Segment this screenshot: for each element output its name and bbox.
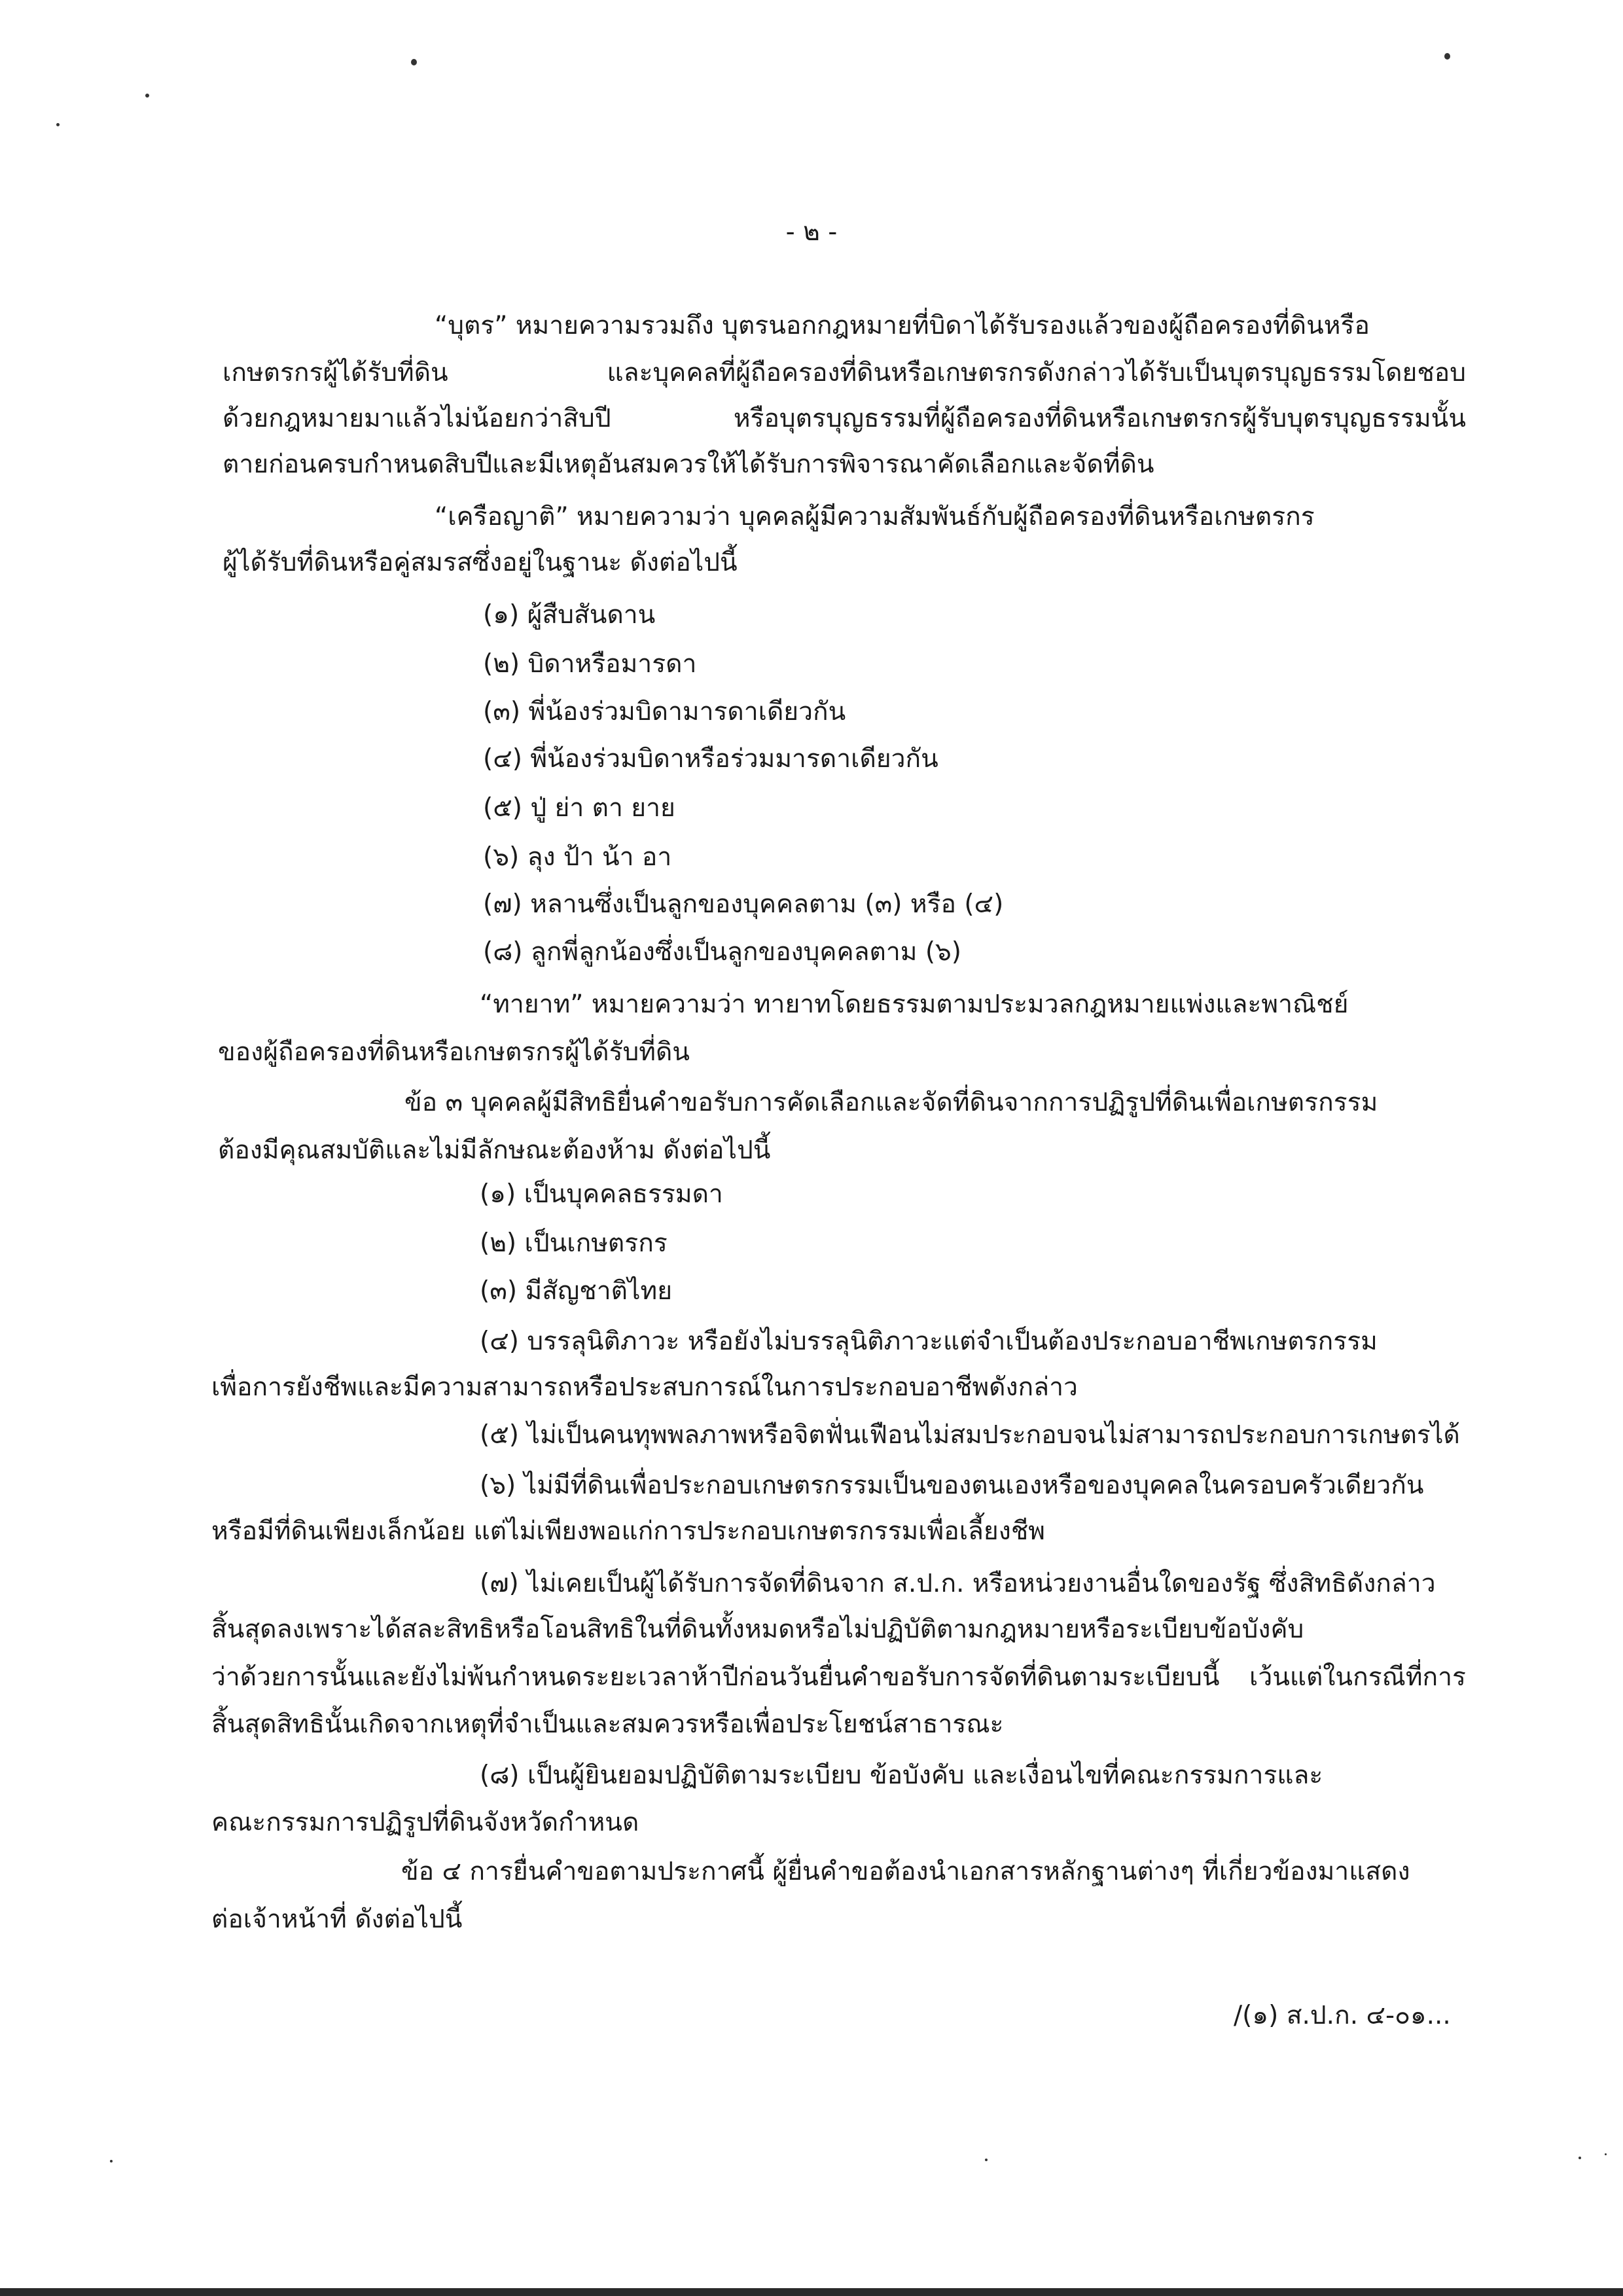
- continuation-note: /(๑) ส.ป.ก. ๔-๐๑...: [1234, 2001, 1451, 2030]
- clause-3-item: (๒) เป็นเกษตรกร: [480, 1229, 668, 1258]
- definition-child-line: ด้วยกฎหมายมาแล้วไม่น้อยกว่าสิบปี หรือบุตรบุญธรรมที่ผู้ถือครองที่ดินหรือเกษตรกรผู้รับบุตรบุญธรรมนั้น: [223, 404, 1466, 433]
- definition-relatives-line: ผู้ได้รับที่ดินหรือคู่สมรสซึ่งอยู่ในฐานะ ดังต่อไปนี้: [223, 548, 738, 577]
- definition-child-line: เกษตรกรผู้ได้รับที่ดิน และบุคคลที่ผู้ถือครองที่ดินหรือเกษตรกรดังกล่าวได้รับเป็นบุตรบุญธรรมโดยชอบ: [223, 358, 1466, 387]
- relatives-list-item: (๒) บิดาหรือมารดา: [483, 649, 697, 679]
- relatives-list-item: (๘) ลูกพี่ลูกน้องซึ่งเป็นลูกของบุคคลตาม (๖): [483, 937, 962, 967]
- relatives-list-item: (๔) พี่น้องร่วมบิดาหรือร่วมมารดาเดียวกัน: [483, 744, 938, 774]
- scan-speck: [1444, 53, 1450, 60]
- scan-speck: [1605, 2153, 1607, 2155]
- clause-4-line: ต่อเจ้าหน้าที่ ดังต่อไปนี้: [211, 1905, 463, 1934]
- scan-speck: [411, 59, 417, 65]
- clause-3-item-7-line: ว่าด้วยการนั้นและยังไม่พ้นกำหนดระยะเวลาห้าปีก่อนวันยื่นคำขอรับการจัดที่ดินตามระเบียบนี้ เว้นแต่ในกรณีที่การ: [211, 1662, 1466, 1692]
- scan-speck: [110, 2160, 113, 2162]
- definition-relatives-line: “เครือญาติ” หมายความว่า บุคคลผู้มีความสัมพันธ์กับผู้ถือครองที่ดินหรือเกษตรกร: [435, 502, 1315, 531]
- definition-child-line: ตายก่อนครบกำหนดสิบปีและมีเหตุอันสมควรให้ได้รับการพิจารณาคัดเลือกและจัดที่ดิน: [223, 450, 1154, 479]
- clause-3-item: (๑) เป็นบุคคลธรรมดา: [480, 1179, 723, 1209]
- definition-child-line: “บุตร” หมายความรวมถึง บุตรนอกกฎหมายที่บิดาได้รับรองแล้วของผู้ถือครองที่ดินหรือ: [435, 311, 1370, 340]
- page-number: - ๒ -: [785, 217, 838, 247]
- relatives-list-item: (๖) ลุง ป้า น้า อา: [483, 842, 672, 872]
- relatives-list-item: (๑) ผู้สืบสันดาน: [483, 600, 656, 630]
- clause-3-item-7-line: สิ้นสุดลงเพราะได้สละสิทธิหรือโอนสิทธิในที่ดินทั้งหมดหรือไม่ปฏิบัติตามกฎหมายหรือระเบียบข้อบังคับ: [211, 1615, 1304, 1644]
- scan-bottom-edge: [0, 2288, 1623, 2296]
- clause-3-item-8-line: คณะกรรมการปฏิรูปที่ดินจังหวัดกำหนด: [211, 1808, 639, 1837]
- scan-speck: [985, 2159, 988, 2161]
- clause-3-item-4-line: (๔) บรรลุนิติภาวะ หรือยังไม่บรรลุนิติภาวะแต่จำเป็นต้องประกอบอาชีพเกษตรกรรม: [480, 1327, 1378, 1356]
- clause-3-line: ต้องมีคุณสมบัติและไม่มีลักษณะต้องห้าม ดังต่อไปนี้: [218, 1136, 771, 1165]
- clause-3-item-8-line: (๘) เป็นผู้ยินยอมปฏิบัติตามระเบียบ ข้อบังคับ และเงื่อนไขที่คณะกรรมการและ: [480, 1761, 1323, 1790]
- definition-heir-line: “ทายาท” หมายความว่า ทายาทโดยธรรมตามประมวลกฎหมายแพ่งและพาณิชย์: [480, 990, 1349, 1019]
- clause-3-line: ข้อ ๓ บุคคลผู้มีสิทธิยื่นคำขอรับการคัดเลือกและจัดที่ดินจากการปฏิรูปที่ดินเพื่อเกษตรกรรม: [404, 1088, 1378, 1117]
- scan-speck: [1578, 2157, 1581, 2159]
- clause-3-item-6-line: หรือมีที่ดินเพียงเล็กน้อย แต่ไม่เพียงพอแก่การประกอบเกษตรกรรมเพื่อเลี้ยงชีพ: [211, 1516, 1045, 1546]
- scan-speck: [145, 94, 149, 98]
- clause-3-item-6-line: (๖) ไม่มีที่ดินเพื่อประกอบเกษตรกรรมเป็นของตนเองหรือของบุคคลในครอบครัวเดียวกัน: [480, 1471, 1424, 1500]
- clause-3-item-7-line: สิ้นสุดสิทธินั้นเกิดจากเหตุที่จำเป็นและสมควรหรือเพื่อประโยชน์สาธารณะ: [211, 1710, 1004, 1739]
- clause-3-item-4-line: เพื่อการยังชีพและมีความสามารถหรือประสบการณ์ในการประกอบอาชีพดังกล่าว: [211, 1372, 1078, 1402]
- clause-3-item-5-line: (๕) ไม่เป็นคนทุพพลภาพหรือจิตฟั่นเฟือนไม่สมประกอบจนไม่สามารถประกอบการเกษตรได้: [480, 1420, 1460, 1450]
- definition-heir-line: ของผู้ถือครองที่ดินหรือเกษตรกรผู้ได้รับที่ดิน: [218, 1037, 690, 1067]
- relatives-list-item: (๗) หลานซึ่งเป็นลูกของบุคคลตาม (๓) หรือ (๔): [483, 889, 1004, 919]
- clause-4-line: ข้อ ๔ การยื่นคำขอตามประกาศนี้ ผู้ยื่นคำขอต้องนำเอกสารหลักฐานต่างๆ ที่เกี่ยวข้องมาแสดง: [401, 1857, 1410, 1886]
- clause-3-item-7-line: (๗) ไม่เคยเป็นผู้ได้รับการจัดที่ดินจาก ส.ป.ก. หรือหน่วยงานอื่นใดของรัฐ ซึ่งสิทธิดังกล่าว: [480, 1569, 1436, 1598]
- scan-speck: [56, 123, 60, 126]
- clause-3-item: (๓) มีสัญชาติไทย: [480, 1276, 673, 1306]
- relatives-list-item: (๕) ปู่ ย่า ตา ยาย: [483, 793, 675, 823]
- relatives-list-item: (๓) พี่น้องร่วมบิดามารดาเดียวกัน: [483, 697, 846, 726]
